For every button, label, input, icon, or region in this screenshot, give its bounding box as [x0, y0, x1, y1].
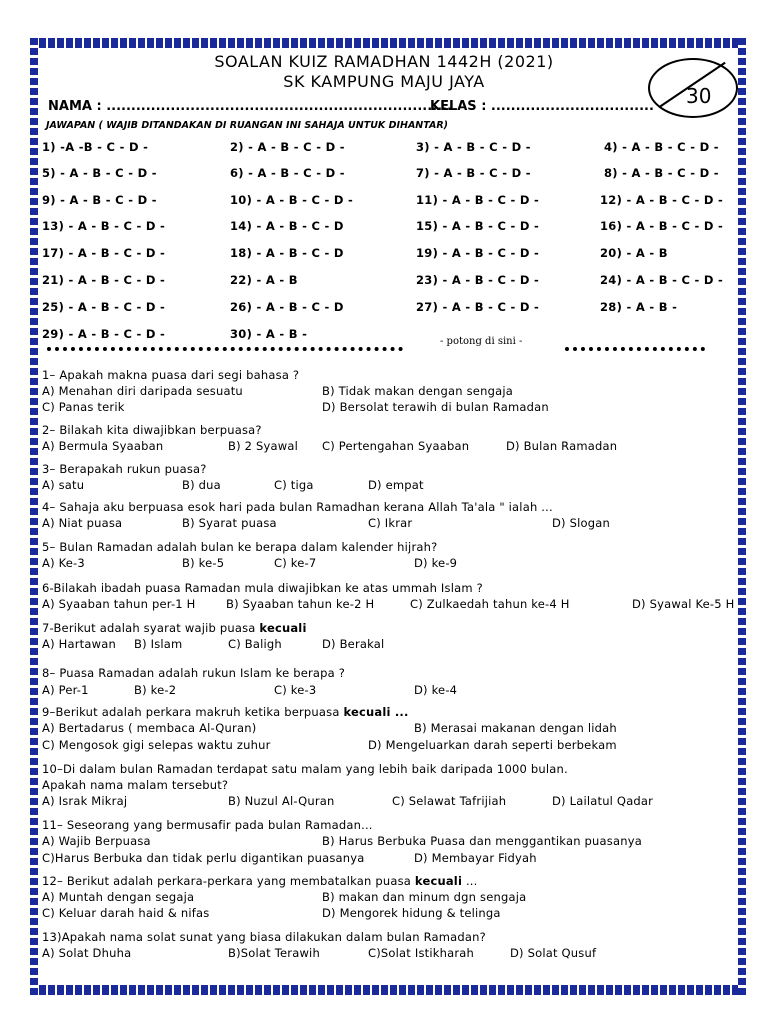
option: C) Selawat Tafrijiah	[392, 794, 507, 808]
option: A) Bertadarus ( membaca Al-Quran)	[42, 721, 257, 735]
question-3: 3– Berapakah rukun puasa?	[42, 462, 207, 476]
cut-line-right	[565, 347, 705, 355]
answer-item[interactable]: 28) - A - B -	[600, 300, 678, 314]
option: B) Islam	[134, 637, 183, 651]
option: D) Mengorek hidung & telinga	[322, 906, 501, 920]
answer-instruction: JAWAPAN ( WAJIB DITANDAKAN DI RUANGAN INI SAHAJA UNTUK DIHANTAR)	[46, 120, 449, 131]
option: A) Per-1	[42, 683, 89, 697]
option: D) empat	[368, 478, 424, 492]
option: B) Syarat puasa	[182, 516, 277, 530]
option: B) Harus Berbuka Puasa dan menggantikan puasanya	[322, 834, 642, 848]
option: C) Pertengahan Syaaban	[322, 439, 470, 453]
answer-item[interactable]: 6) - A - B - C - D -	[230, 166, 345, 180]
answer-item[interactable]: 2) - A - B - C - D -	[230, 140, 345, 154]
answer-item[interactable]: 1) -A -B - C - D -	[42, 140, 149, 154]
option: A) Syaaban tahun per-1 H	[42, 597, 196, 611]
option: C) Keluar darah haid & nifas	[42, 906, 210, 920]
answer-item[interactable]: 29) - A - B - C - D -	[42, 327, 166, 341]
option: B) makan dan minum dgn sengaja	[322, 890, 527, 904]
answer-item[interactable]: 11) - A - B - C - D -	[416, 193, 540, 207]
answer-item[interactable]: 26) - A - B - C - D	[230, 300, 344, 314]
answer-item[interactable]: 4) - A - B - C - D -	[604, 140, 719, 154]
question-7-emphasis: kecuali	[259, 621, 307, 635]
question-2: 2– Bilakah kita diwajibkan berpuasa?	[42, 423, 262, 437]
question-13: 13)Apakah nama solat sunat yang biasa dilakukan dalam bulan Ramadan?	[42, 930, 486, 944]
question-7	[42, 621, 307, 635]
answer-item[interactable]: 22) - A - B	[230, 273, 298, 287]
answer-item[interactable]: 18) - A - B - C - D	[230, 246, 344, 260]
answer-item[interactable]: 3) - A - B - C - D -	[416, 140, 531, 154]
question-12-emphasis: kecuali	[414, 874, 463, 888]
option: D) Lailatul Qadar	[552, 794, 654, 808]
option: D) Syawal Ke-5 H	[632, 597, 735, 611]
answer-item[interactable]: 14) - A - B - C - D	[230, 219, 344, 233]
option: A) Muntah dengan segaja	[42, 890, 195, 904]
option: D) ke-4	[414, 683, 458, 697]
question-9-emphasis: kecuali ...	[343, 705, 409, 719]
answer-item[interactable]: 23) - A - B - C - D -	[416, 273, 540, 287]
answer-item[interactable]: 12) - A - B - C - D -	[600, 193, 724, 207]
option: D) Solat Qusuf	[510, 946, 597, 960]
option: D) Bulan Ramadan	[506, 439, 618, 453]
option: C) ke-3	[274, 683, 317, 697]
option: C) Zulkaedah tahun ke-4 H	[410, 597, 570, 611]
option: B) ke-2	[134, 683, 177, 697]
school-name: SK KAMPUNG MAJU JAYA	[283, 72, 485, 91]
answer-item[interactable]: 30) - A - B -	[230, 327, 308, 341]
option: D) Membayar Fidyah	[414, 851, 537, 865]
question-7-text: 7-Berikut adalah syarat wajib puasa	[42, 621, 256, 635]
answer-item[interactable]: 7) - A - B - C - D -	[416, 166, 531, 180]
option: C) tiga	[274, 478, 314, 492]
answer-item[interactable]: 27) - A - B - C - D -	[416, 300, 540, 314]
question-10: 10–Di dalam bulan Ramadan terdapat satu malam yang lebih baik daripada 1000 bulan.	[42, 762, 568, 776]
option: D) Slogan	[552, 516, 610, 530]
name-field[interactable]: NAMA : ......................................................................	[48, 99, 452, 114]
class-field[interactable]: KELAS : .................................	[430, 99, 654, 114]
option: C) Panas terik	[42, 400, 125, 414]
question-5: 5– Bulan Ramadan adalah bulan ke berapa dalam kalender hijrah?	[42, 540, 438, 554]
option: D) Berakal	[322, 637, 385, 651]
option: C)Harus Berbuka dan tidak perlu digantikan puasanya	[42, 851, 365, 865]
answer-item[interactable]: 17) - A - B - C - D -	[42, 246, 166, 260]
option: A) Wajib Berpuasa	[42, 834, 151, 848]
question-6: 6-Bilakah ibadah puasa Ramadan mula diwajibkan ke atas ummah Islam ?	[42, 581, 483, 595]
quiz-title: SOALAN KUIZ RAMADHAN 1442H (2021)	[214, 52, 554, 71]
answer-item[interactable]: 8) - A - B - C - D -	[604, 166, 719, 180]
answer-item[interactable]: 21) - A - B - C - D -	[42, 273, 166, 287]
option: A) Solat Dhuha	[42, 946, 132, 960]
option: B) Nuzul Al-Quran	[228, 794, 335, 808]
decorative-border-right	[738, 38, 746, 995]
answer-item[interactable]: 9) - A - B - C - D -	[42, 193, 157, 207]
option: C) Ikrar	[368, 516, 413, 530]
decorative-border-top	[30, 38, 746, 48]
answer-item[interactable]: 13) - A - B - C - D -	[42, 219, 166, 233]
answer-item[interactable]: 25) - A - B - C - D -	[42, 300, 166, 314]
decorative-border-left	[30, 38, 38, 995]
option: D) Bersolat terawih di bulan Ramadan	[322, 400, 549, 414]
option: A) Ke-3	[42, 556, 85, 570]
option: A) Niat puasa	[42, 516, 123, 530]
score-total: 30	[686, 84, 712, 108]
answer-item[interactable]: 15) - A - B - C - D -	[416, 219, 540, 233]
answer-item[interactable]: 20) - A - B	[600, 246, 668, 260]
cut-line-left	[47, 347, 403, 355]
question-9-text: 9–Berikut adalah perkara makruh ketika berpuasa	[42, 705, 340, 719]
option: A) satu	[42, 478, 85, 492]
answer-item[interactable]: 19) - A - B - C - D -	[416, 246, 540, 260]
option: B) ke-5	[182, 556, 225, 570]
question-12	[42, 874, 478, 888]
answer-item[interactable]: 5) - A - B - C - D -	[42, 166, 157, 180]
question-9	[42, 705, 409, 719]
question-8: 8– Puasa Ramadan adalah rukun Islam ke berapa ?	[42, 666, 346, 680]
option: C)Solat Istikharah	[368, 946, 475, 960]
option: C) ke-7	[274, 556, 317, 570]
question-12-text: 12– Berikut adalah perkara-perkara yang membatalkan puasa	[42, 874, 412, 888]
question-12-tail: ...	[462, 874, 478, 888]
decorative-border-bottom	[30, 985, 746, 995]
answer-item[interactable]: 16) - A - B - C - D -	[600, 219, 724, 233]
question-4: 4– Sahaja aku berpuasa esok hari pada bulan Ramadhan kerana Allah Ta'ala " ialah ...	[42, 500, 553, 514]
option: A) Hartawan	[42, 637, 116, 651]
option: A) Menahan diri daripada sesuatu	[42, 384, 243, 398]
option: D) ke-9	[414, 556, 458, 570]
cut-here-label: - potong di sini -	[440, 336, 523, 347]
option: C) Mengosok gigi selepas waktu zuhur	[42, 738, 271, 752]
answer-item[interactable]: 24) - A - B - C - D -	[600, 273, 724, 287]
option: B) dua	[182, 478, 221, 492]
option: B) Syaaban tahun ke-2 H	[226, 597, 375, 611]
question-11: 11– Seseorang yang bermusafir pada bulan Ramadan...	[42, 818, 373, 832]
option: D) Mengeluarkan darah seperti berbekam	[368, 738, 617, 752]
question-1: 1– Apakah makna puasa dari segi bahasa ?	[42, 368, 300, 382]
answer-item[interactable]: 10) - A - B - C - D -	[230, 193, 354, 207]
option: B) Tidak makan dengan sengaja	[322, 384, 513, 398]
question-10-line2: Apakah nama malam tersebut?	[42, 778, 229, 792]
option: B) Merasai makanan dengan lidah	[414, 721, 617, 735]
option: B)Solat Terawih	[228, 946, 320, 960]
option: A) Israk Mikraj	[42, 794, 128, 808]
option: A) Bermula Syaaban	[42, 439, 164, 453]
option: C) Baligh	[228, 637, 282, 651]
option: B) 2 Syawal	[228, 439, 299, 453]
